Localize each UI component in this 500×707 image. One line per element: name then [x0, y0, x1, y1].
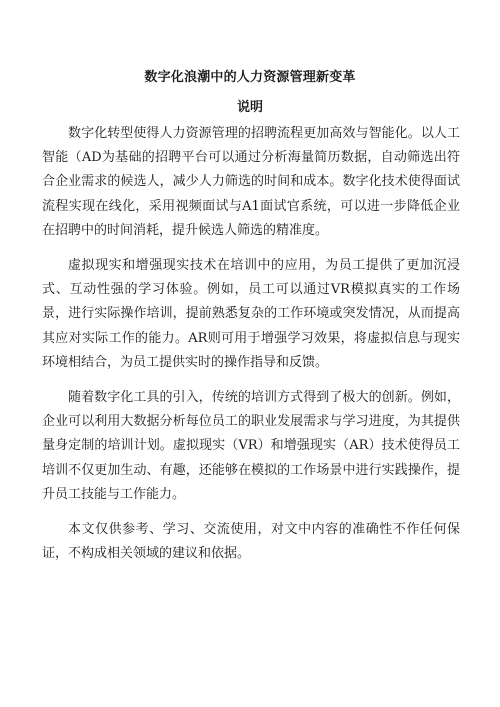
document-title: 数字化浪潮中的人力资源管理新变革 [144, 70, 356, 85]
paragraph-recruitment: 数字化转型使得人力资源管理的招聘流程更加高效与智能化。以人工智能（AD为基础的招聘平台可以通过分析海量简历数据，自动筛选出符合企业需求的候选人，减少人力筛选的时间和成本。数字化技术使得面试流程实现在线化，采用视频面试与A1面试官系统，可以进一步降低企业在招聘中的时间消耗，提升候选人筛选的精准度。 [42, 126, 460, 238]
paragraph-digital-training: 随着数字化工具的引入，传统的培训方式得到了极大的创新。例如，企业可以利用大数据分析每位员工的职业发展需求与学习进度，为其提供量身定制的培训计划。虚拟现实（VR）和增强现实（AR）技术使得员工培训不仅更加生动、有趣，还能够在模拟的工作场景中进行实践操作，提升员工技能与工作能力。 [42, 390, 460, 502]
document-body [42, 122, 460, 577]
document-subtitle: 说明 [236, 100, 263, 115]
paragraph-disclaimer: 本文仅供参考、学习、交流使用，对文中内容的准确性不作任何保证，不构成相关领域的建议和依据。 [42, 522, 460, 562]
paragraph-vr-ar-training: 虚拟现实和增强现实技术在培训中的应用，为员工提供了更加沉浸式、互动性强的学习体验。例如，员工可以通过VR模拟真实的工作场景，进行实际操作培训，提前熟悉复杂的工作环境或突发情况，从而提高其应对实际工作的能力。AR则可用于增强学习效果，将虚拟信息与现实环境相结合，为员工提供实时的操作指导和反馈。 [42, 258, 460, 370]
